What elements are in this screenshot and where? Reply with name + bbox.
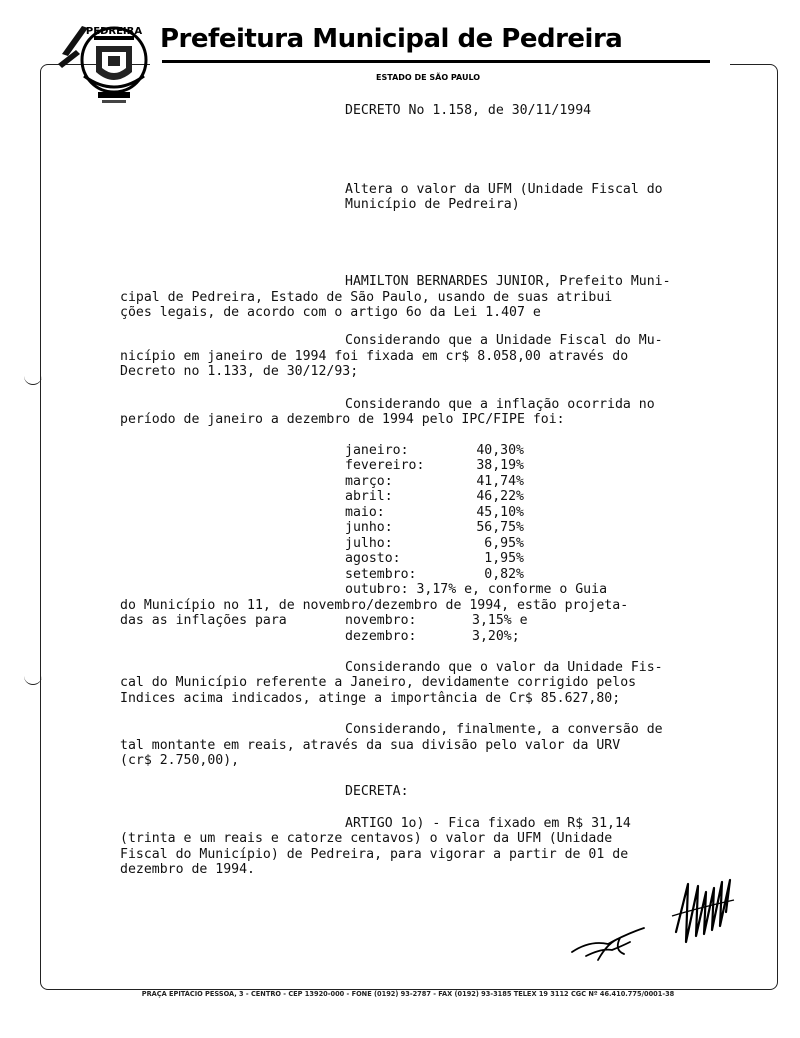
secretary-signature-icon (568, 920, 648, 964)
preamble-line: ções legais, de acordo com o artigo 6o da Lei 1.407 e (120, 305, 541, 320)
preamble-line: cipal de Pedreira, Estado de São Paulo, usando de suas atribui (120, 290, 613, 305)
projected-prefix: das as inflações para (120, 613, 287, 628)
guia-line: do Município no 11, de novembro/dezembro de 1994, estão projeta- (120, 598, 629, 613)
considerando-line: Considerando que a Unidade Fiscal do Mu- (345, 333, 663, 348)
decree-heading: DECRETO No 1.158, de 30/11/1994 (345, 103, 592, 118)
inflation-rate: 46,22% (476, 489, 524, 504)
article-line: dezembro de 1994. (120, 862, 255, 877)
considerando-line: Indices acima indicados, atinge a importância de Cr$ 85.627,80; (120, 691, 621, 706)
inflation-rate: 6,95% (484, 536, 524, 551)
considerando-line: nicípio em janeiro de 1994 foi fixada em cr$ 8.058,00 através do (120, 349, 629, 364)
inflation-month: setembro: (345, 567, 417, 582)
inflation-month: junho: (345, 520, 393, 535)
inflation-rate: 40,30% (476, 443, 524, 458)
considerando-line: Decreto no 1.133, de 30/12/93; (120, 364, 359, 379)
inflation-rate: 45,10% (476, 505, 524, 520)
considerando-line: (cr$ 2.750,00), (120, 753, 240, 768)
inflation-month: janeiro: (345, 443, 409, 458)
considerando-line: Considerando, finalmente, a conversão de (345, 722, 663, 737)
municipal-seal-icon (54, 14, 154, 106)
inflation-month: abril: (345, 489, 393, 504)
inflation-month: julho: (345, 536, 393, 551)
inflation-rate: 1,95% (484, 551, 524, 566)
summary-line: Altera o valor da UFM (Unidade Fiscal do (345, 182, 663, 197)
svg-text:PEDREIRA: PEDREIRA (85, 26, 143, 37)
title-underline (162, 60, 710, 63)
inflation-rate: 0,82% (484, 567, 524, 582)
inflation-month: março: (345, 474, 393, 489)
footer-address: PRAÇA EPITÁCIO PESSOA, 3 - CENTRO - CEP 13920-000 - FONE (0192) 93-2787 - FAX (0192) 93-3185 TELEX 19 3112 CGC Nº 46.410.775/0001-38 (40, 981, 776, 1000)
preamble-line: HAMILTON BERNARDES JUNIOR, Prefeito Muni- (345, 274, 671, 289)
state-subtitle: ESTADO DE SÃO PAULO (376, 73, 481, 82)
inflation-month: fevereiro: (345, 458, 425, 473)
inflation-rate: 41,74% (476, 474, 524, 489)
inflation-rate: 3,20%; (472, 629, 520, 644)
inflation-month: dezembro: (345, 629, 417, 644)
article-line: (trinta e um reais e catorze centavos) o valor da UFM (Unidade (120, 831, 613, 846)
considerando-line: tal montante em reais, através da sua divisão pelo valor da URV (120, 738, 621, 753)
decreta-heading: DECRETA: (345, 784, 409, 799)
article-line: Fiscal do Município) de Pedreira, para vigorar a partir de 01 de (120, 847, 629, 862)
inflation-rate: 56,75% (476, 520, 524, 535)
inflation-rate: 38,19% (476, 458, 524, 473)
inflation-month: agosto: (345, 551, 401, 566)
inflation-month: novembro: (345, 613, 417, 628)
page-title: Prefeitura Municipal de Pedreira (160, 24, 623, 54)
considerando-line: Considerando que o valor da Unidade Fis- (345, 660, 663, 675)
considerando-line: cal do Município referente a Janeiro, devidamente corrigido pelos (120, 675, 637, 690)
considerando-line: Considerando que a inflação ocorrida no (345, 397, 655, 412)
outubro-line: outubro: 3,17% e, conforme o Guia (345, 582, 608, 597)
article-line: ARTIGO 1o) - Fica fixado em R$ 31,14 (345, 816, 631, 831)
considerando-line: período de janeiro a dezembro de 1994 pelo IPC/FIPE foi: (120, 412, 565, 427)
inflation-month: maio: (345, 505, 385, 520)
inflation-rate: 3,15% e (472, 613, 528, 628)
summary-line: Município de Pedreira) (345, 197, 520, 212)
mayor-signature-icon (668, 872, 740, 952)
